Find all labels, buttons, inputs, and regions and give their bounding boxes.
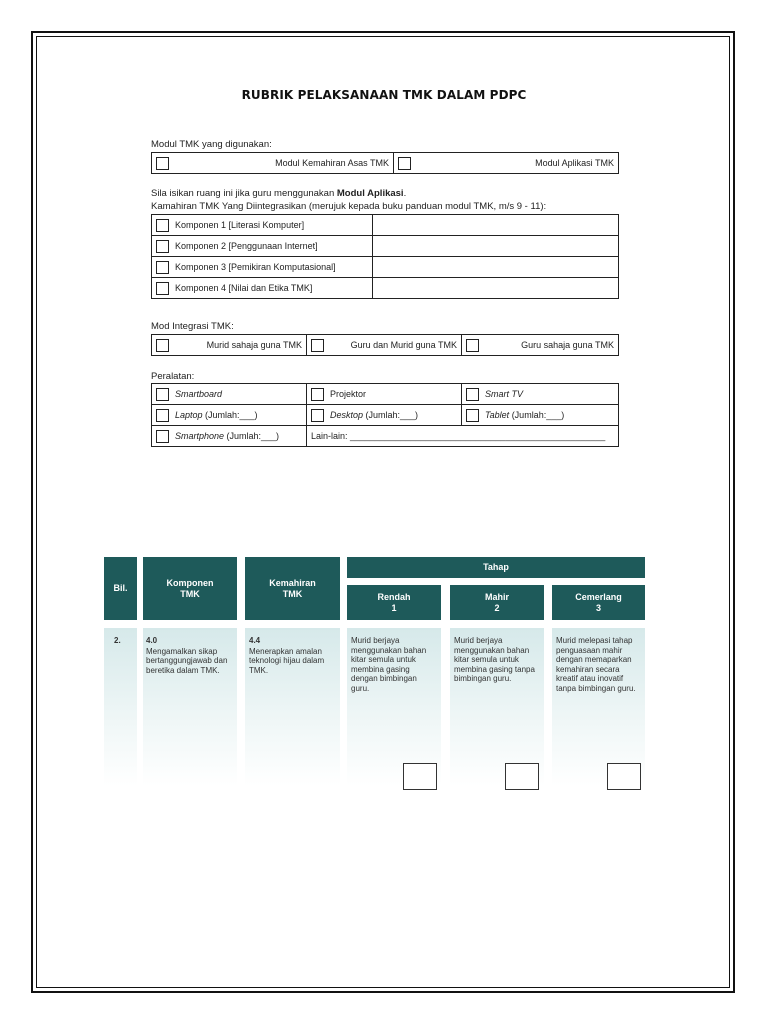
mod-table [151,334,619,356]
komponen-4-answer[interactable] [373,278,619,299]
checkbox-icon[interactable] [466,388,479,401]
rubric-header-rendah: Rendah 1 [347,585,441,620]
komponen-1-answer[interactable] [373,215,619,236]
kemahiran-label: Kamahiran TMK Yang Diintegrasikan (merujuk kepada buku panduan modul TMK, m/s 9 - 11): [151,201,547,212]
peralatan-projektor[interactable]: Projektor [307,384,462,405]
checkbox-icon[interactable] [466,339,479,352]
mod-label: Mod Integrasi TMK: [151,321,234,332]
checkbox-icon[interactable] [311,409,324,422]
modul-table [151,152,619,174]
rubric-rendah-text: Murid berjaya menggunakan bahan kitar semula untuk membina gasing dengan bimbingan guru. [351,636,427,693]
checkbox-icon[interactable] [311,339,324,352]
score-box-cemerlang[interactable] [607,763,641,790]
peralatan-desktop[interactable]: Desktop (Jumlah:___) [307,405,462,426]
mod-option-guru-murid[interactable]: Guru dan Murid guna TMK [307,335,462,356]
checkbox-icon[interactable] [156,157,169,170]
komponen-2-answer[interactable] [373,236,619,257]
rubric-header-bil: Bil. [104,557,137,620]
peralatan-tablet[interactable]: Tablet (Jumlah:___) [462,405,619,426]
modul-option-asas[interactable]: Modul Kemahiran Asas TMK [152,153,394,174]
score-box-mahir[interactable] [505,763,539,790]
checkbox-icon[interactable] [156,430,169,443]
rubric-header-komponen: Komponen TMK [143,557,237,620]
peralatan-label: Peralatan: [151,371,195,382]
rubric-header-cemerlang: Cemerlang 3 [552,585,645,620]
checkbox-icon[interactable] [156,388,169,401]
checkbox-icon[interactable] [156,282,169,295]
checkbox-icon[interactable] [156,409,169,422]
komponen-4[interactable]: Komponen 4 [Nilai dan Etika TMK] [152,278,373,299]
modul-label: Modul TMK yang digunakan: [151,139,272,150]
rubric-komponen-text: 4.0 Mengamalkan sikap bertanggungjawab dan beretika dalam TMK. [146,636,228,675]
rubric-header-kemahiran: Kemahiran TMK [245,557,340,620]
komponen-3-answer[interactable] [373,257,619,278]
checkbox-icon[interactable] [156,339,169,352]
checkbox-icon[interactable] [156,261,169,274]
rubric-col-bil [104,628,137,786]
rubric-cemerlang-text: Murid melepasi tahap penguasaan mahir dengan memaparkan kemahiran secara kreatif atau inovatif tanpa bimbingan guru. [556,636,636,693]
peralatan-table [151,383,619,447]
document-title: RUBRIK PELAKSANAAN TMK DALAM PDPC [241,88,527,102]
mod-option-guru[interactable]: Guru sahaja guna TMK [462,335,619,356]
checkbox-icon[interactable] [311,388,324,401]
rubric-bil-value: 2. [114,636,121,645]
komponen-3[interactable]: Komponen 3 [Pemikiran Komputasional] [152,257,373,278]
rubric-header-tahap: Tahap [347,557,645,578]
komponen-2[interactable]: Komponen 2 [Penggunaan Internet] [152,236,373,257]
checkbox-icon[interactable] [156,219,169,232]
komponen-table [151,214,619,299]
checkbox-icon[interactable] [398,157,411,170]
checkbox-icon[interactable] [156,240,169,253]
rubric-kemahiran-text: 4.4 Menerapkan amalan teknologi hijau dalam TMK. [249,636,325,675]
peralatan-laptop[interactable]: Laptop (Jumlah:___) [152,405,307,426]
mod-option-murid[interactable]: Murid sahaja guna TMK [152,335,307,356]
modul-option-aplikasi[interactable]: Modul Aplikasi TMK [394,153,619,174]
score-box-rendah[interactable] [403,763,437,790]
rubric-header-mahir: Mahir 2 [450,585,544,620]
peralatan-smartboard[interactable]: Smartboard [152,384,307,405]
komponen-1[interactable]: Komponen 1 [Literasi Komputer] [152,215,373,236]
checkbox-icon[interactable] [466,409,479,422]
page-border-inner [36,36,730,988]
peralatan-lain-lain[interactable]: Lain-lain: ___________________________________________________ [307,426,619,447]
peralatan-smartphone[interactable]: Smartphone (Jumlah:___) [152,426,307,447]
rubric-mahir-text: Murid berjaya menggunakan bahan kitar semula untuk membina gasing tanpa bimbingan guru. [454,636,535,683]
peralatan-smarttv[interactable]: Smart TV [462,384,619,405]
aplikasi-note: Sila isikan ruang ini jika guru menggunakan Modul Aplikasi. [151,188,407,199]
